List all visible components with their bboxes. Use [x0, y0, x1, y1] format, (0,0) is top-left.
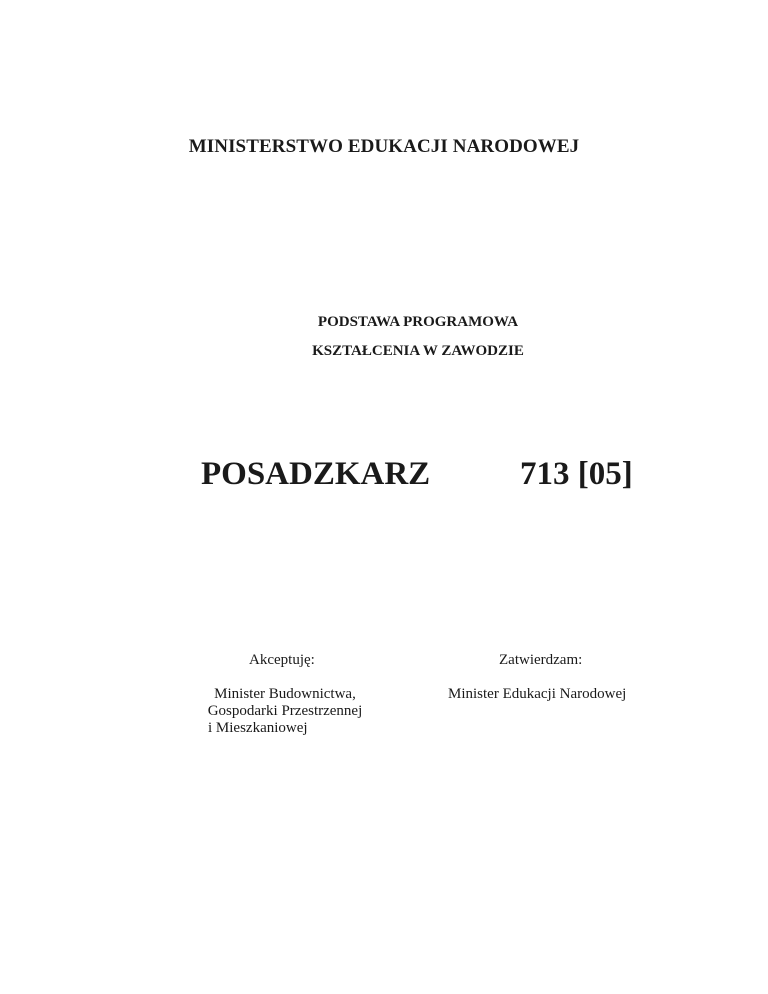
accepting-minister-line-3: i Mieszkaniowej [208, 720, 308, 736]
profession-code: 713 [05] [520, 456, 633, 492]
accept-label: Akceptuję: [249, 652, 315, 668]
accepting-minister-line-2: Gospodarki Przestrzennej [207, 703, 363, 719]
ministry-heading: MINISTERSTWO EDUKACJI NARODOWEJ [188, 136, 580, 157]
approving-minister-line-1: Minister Edukacji Narodowej [448, 686, 627, 702]
program-title-line-1: PODSTAWA PROGRAMOWA [317, 314, 519, 330]
profession-name: POSADZKARZ [201, 456, 431, 492]
accepting-minister [190, 686, 380, 737]
program-title-line-2: KSZTAŁCENIA W ZAWODZIE [312, 343, 524, 359]
approve-label: Zatwierdzam: [499, 652, 583, 668]
approving-minister [448, 686, 626, 703]
accepting-minister-line-1: Minister Budownictwa, [214, 686, 356, 702]
